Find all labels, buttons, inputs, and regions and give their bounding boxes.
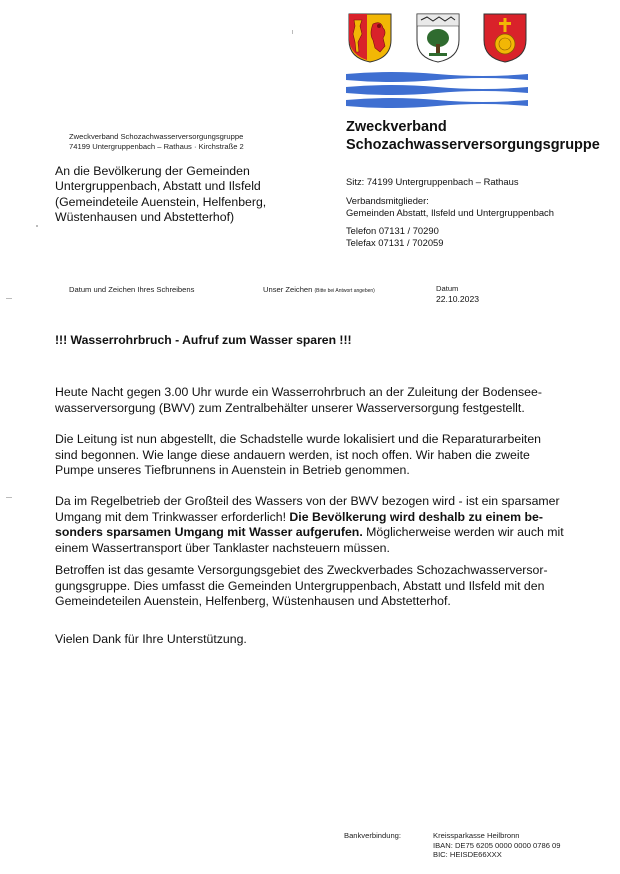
recipient-address	[55, 164, 335, 226]
paragraph-2: Die Leitung ist nun abgestellt, die Schadstelle wurde lokalisiert und die Reparaturarbeiten sind begonnen. Wie lange diese andauern werden, ist noch offen. Wir haben die zweite Pumpe unseres Tiefbrunnens in Auenstein in Betrieb genommen.	[55, 432, 542, 478]
sender-line-1: Zweckverband Schozachwasserversorgungsgruppe	[69, 132, 244, 141]
your-reference-label: Datum und Zeichen Ihres Schreibens	[69, 285, 195, 294]
recipient-line: Wüstenhausen und Abstetterhof)	[55, 210, 235, 225]
our-reference	[263, 285, 375, 294]
scan-mark	[6, 298, 12, 299]
scan-mark	[6, 497, 12, 498]
seat-address: Sitz: 74199 Untergruppenbach – Rathaus	[346, 176, 519, 187]
paragraph-3-emphasis: Die Bevölkerung wird deshalb zu einem be-sonders sparsamen Umgang mit Wasser aufgerufen.	[55, 509, 543, 540]
fax-number: Telefax 07131 / 702059	[346, 237, 444, 248]
closing-line: Vielen Dank für Ihre Unterstützung.	[55, 632, 247, 646]
untergruppenbach-crest	[347, 12, 393, 64]
recipient-line: Untergruppenbach, Abstatt und Ilsfeld	[55, 179, 261, 194]
bank-label: Bankverbindung:	[344, 831, 401, 840]
sender-return-address	[69, 132, 244, 152]
bank-iban: IBAN: DE75 6205 0000 0000 0786 09	[433, 840, 561, 850]
sender-line-2: 74199 Untergruppenbach – Rathaus · Kirchstraße 2	[69, 142, 244, 151]
bank-bic: BIC: HEISDE66XXX	[433, 850, 502, 860]
bank-name: Kreissparkasse Heilbronn	[433, 831, 520, 840]
paragraph-3-start: Da im Regelbetrieb der Großteil des Wassers von der BWV bezogen wird - ist ein sparsamer Umgang mit dem Trinkwasser erforderlich!	[55, 494, 560, 524]
ilsfeld-crest	[482, 12, 528, 64]
paragraph-3-end: Möglicherweise werden wir auch mit einem Wassertransport über Tanklaster nachsteuern müssen.	[55, 525, 564, 555]
members-list: Gemeinden Abstatt, Ilsfeld und Untergruppenbach	[346, 207, 554, 218]
paragraph-3	[55, 494, 565, 556]
letter-subject: !!! Wasserrohrbruch - Aufruf zum Wasser sparen !!!	[55, 333, 352, 347]
scan-mark	[36, 225, 38, 227]
recipient-line: (Gemeindeteile Auenstein, Helfenberg,	[55, 194, 267, 209]
phone-number: Telefon 07131 / 70290	[346, 225, 439, 236]
recipient-line: An die Bevölkerung der Gemeinden	[55, 164, 250, 178]
organization-name-line2: Schozachwasserversorgungsgruppe	[346, 137, 600, 153]
water-wave-logo	[346, 70, 528, 112]
date-label: Datum	[436, 284, 459, 293]
our-reference-note: (Bitte bei Antwort angeben)	[314, 288, 375, 294]
organization-name	[346, 118, 600, 154]
organization-name-line1: Zweckverband	[346, 119, 447, 135]
members-label: Verbandsmitglieder:	[346, 195, 429, 206]
date-value: 22.10.2023	[436, 294, 480, 304]
bank-details	[433, 831, 561, 860]
our-reference-label: Unser Zeichen	[263, 285, 313, 294]
paragraph-4: Betroffen ist das gesamte Versorgungsgebiet des Zweckverbades Schozachwasserversor-gungsgruppe. Dies umfasst die Gemeinden Untergruppenbach, Abstatt und Ilsfeld mit den Gemeindeteilen Auenstein, Helfenberg, Wüstenhausen und Abstetterhof.	[55, 563, 548, 609]
abstatt-crest	[415, 12, 461, 64]
scan-mark	[292, 30, 293, 34]
paragraph-1: Heute Nacht gegen 3.00 Uhr wurde ein Wasserrohrbruch an der Zuleitung der Bodensee-wasserversorgung (BWV) zum Zentralbehälter unserer Wasserversorgung festgestellt.	[55, 385, 542, 415]
